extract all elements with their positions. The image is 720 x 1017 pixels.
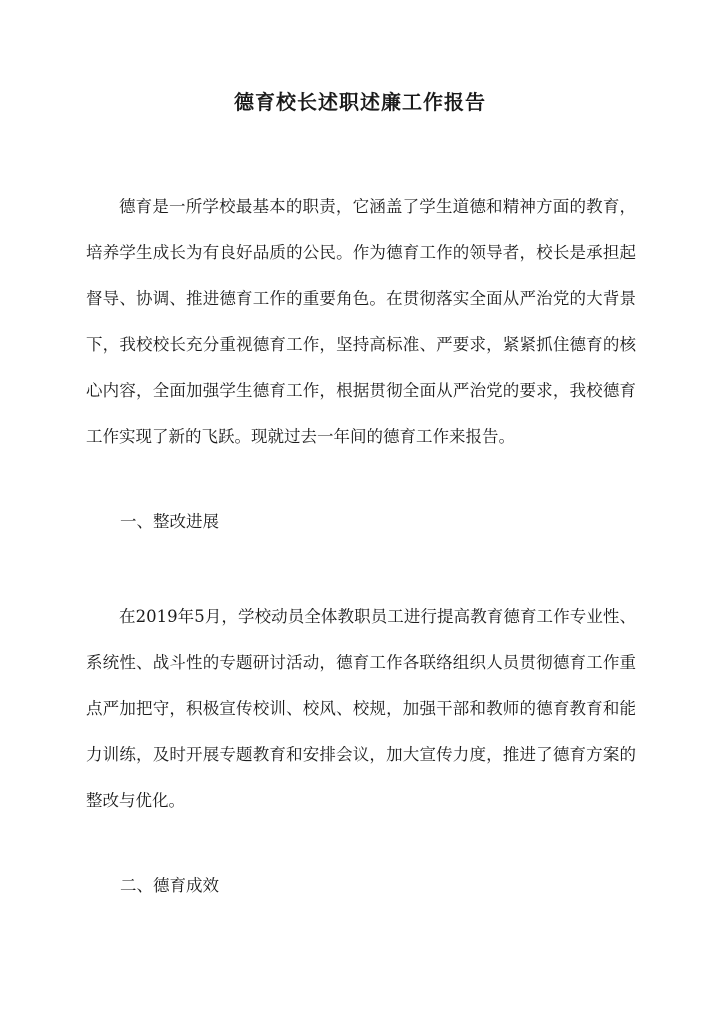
section-heading-results: 二、德育成效 bbox=[120, 876, 219, 895]
section-body-rectification: 在2019年5月，学校动员全体教职员工进行提高教育德育工作专业性、系统性、战斗性的专题研讨活动，德育工作各联络组织人员贯彻德育工作重点严加把守，积极宣传校训、校风、校规，加强干部和教师的德育教育和能力训练，及时开展专题教育和安排会议，加大宣传力度，推进了德育方案的整改与优化。 bbox=[86, 607, 636, 810]
section-heading-rectification: 一、整改进展 bbox=[120, 512, 219, 531]
intro-paragraph: 德育是一所学校最基本的职责，它涵盖了学生道德和精神方面的教育，培养学生成长为有良好品质的公民。作为德育工作的领导者，校长是承担起督导、协调、推进德育工作的重要角色。在贯彻落实全面从严治党的大背景下，我校校长充分重视德育工作，坚持高标准、严要求，紧紧抓住德育的核心内容，全面加强学生德育工作，根据贯彻全面从严治党的要求，我校德育工作实现了新的飞跃。现就过去一年间的德育工作来报告。 bbox=[86, 197, 636, 446]
document-title: 德育校长述职述廉工作报告 bbox=[234, 90, 486, 114]
